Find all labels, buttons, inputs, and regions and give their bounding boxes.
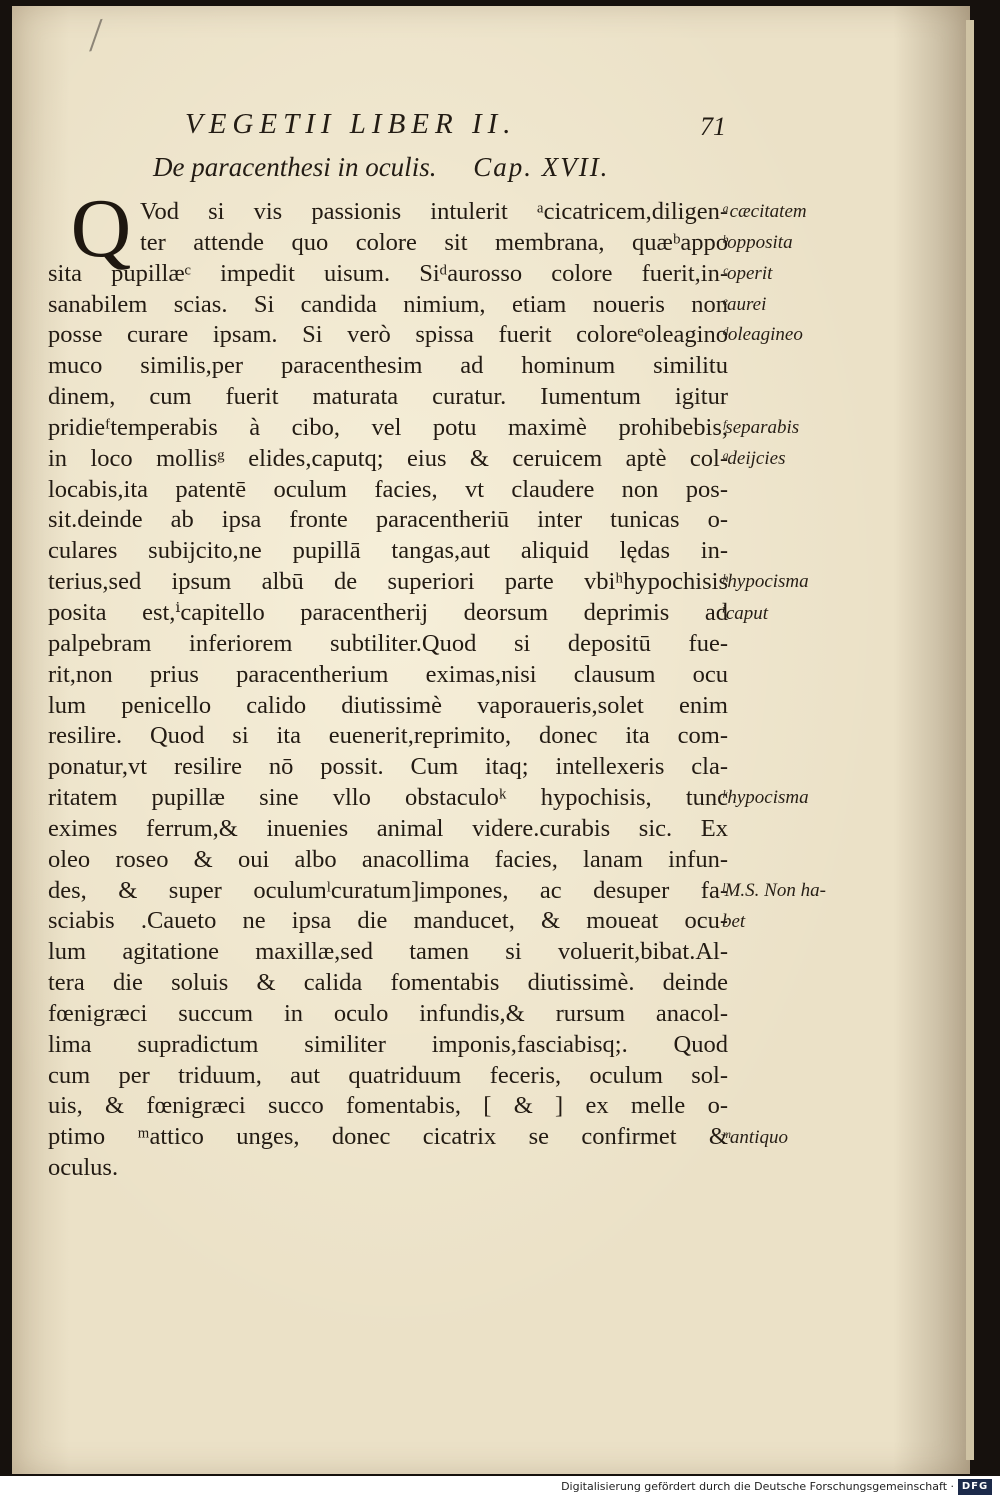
text-line: ponatur,vt resilire nō possit. Cum itaq; intellexeris cla-	[48, 753, 728, 781]
text-line: tera die soluis & calida fomentabis diutissimè. deinde	[48, 969, 728, 997]
marginal-gloss: ᵏhypocisma	[722, 787, 809, 809]
marginal-gloss: ʰhypocisma	[722, 571, 809, 593]
text-line: sit.deinde ab ipsa fronte paracentheriū inter tunicas o-	[48, 506, 728, 534]
marginal-gloss: ᵇopposita	[722, 231, 793, 253]
text-line: lima supradictum similiter imponis,fasciabisq;. Quod	[48, 1030, 728, 1058]
chapter-number: Cap. XVII.	[473, 152, 610, 182]
dfg-logo: DFG	[958, 1479, 992, 1495]
page-edge	[966, 20, 974, 1460]
text-line: lum agitatione maxillæ,sed tamen si voluerit,bibat.Al-	[48, 938, 728, 966]
text-line: des, & super oculumˡcuratum]impones, ac desuper fa-	[48, 876, 728, 904]
marginal-gloss: ᶜoperit	[722, 262, 773, 284]
text-line: sciabis .Caueto ne ipsa die manducet, & moueat ocu-	[48, 907, 728, 935]
text-line: posita est,ⁱcapitello paracentherij deorsum deprimis ad	[48, 598, 728, 626]
text-line: culares subijcito,ne pupillā tangas,aut aliquid lędas in-	[48, 537, 728, 565]
footer-bar	[0, 1476, 1000, 1499]
text-line: oleo roseo & oui albo anacollima facies, lanam infun-	[48, 845, 728, 873]
text-line: lum penicello calido diutissimè vaporaueris,solet enim	[48, 691, 728, 719]
text-line: ritatem pupillæ sine vllo obstaculoᵏ hypochisis, tunc	[48, 784, 728, 812]
marginal-gloss: ᵈoleagineo	[722, 324, 803, 346]
marginal-gloss: ᵉaurei	[722, 293, 767, 315]
marginal-gloss: bet	[722, 910, 746, 932]
drop-capital: Q	[70, 182, 132, 275]
pencil-mark: ╱	[86, 20, 106, 53]
text-line: ptimo ᵐattico unges, donec cicatrix se confirmet &	[48, 1123, 728, 1151]
text-line: sanabilem scias. Si candida nimium, etiam noueris non	[48, 290, 728, 318]
text-line: cum per triduum, aut quatriduum feceris, oculum sol-	[48, 1061, 728, 1089]
marginal-gloss: ᵍdeijcies	[722, 447, 786, 469]
marginal-gloss: ˡM.S. Non ha-	[722, 879, 826, 901]
text-line: oculus.	[48, 1154, 119, 1182]
text-line: sita pupillæᶜ impedit uisum. Siᵈaurosso colore fuerit,in-	[48, 259, 728, 287]
text-line: locabis,ita patentē oculum facies, vt claudere non pos-	[48, 475, 728, 503]
text-line: muco similis,per paracenthesim ad hominum similitu	[48, 352, 728, 380]
text-line: eximes ferrum,& inuenies animal videre.curabis sic. Ex	[48, 814, 728, 842]
text-line: terius,sed ipsum albū de superiori parte vbiʰhypochisis	[48, 568, 728, 596]
text-line: ter attende quo colore sit membrana, quæᵇappo	[140, 228, 728, 256]
running-head: VEGETII LIBER II.	[185, 108, 517, 140]
marginal-gloss: ᵐantiquo	[722, 1126, 788, 1148]
text-line: Vod si vis passionis intulerit ᵃcicatricem,diligen-	[140, 198, 728, 225]
marginal-gloss: ⁱcaput	[722, 603, 769, 625]
text-line: pridieᶠtemperabis à cibo, vel potu maximè prohibebis,	[48, 413, 728, 441]
page-number: 71	[700, 112, 726, 141]
text-line: in loco mollisᵍ elides,caputq; eius & ceruicem aptè col-	[48, 444, 728, 472]
marginal-gloss: ᶠseparabis	[722, 416, 800, 438]
text-line: fœnigræci succum in oculo infundis,& rursum anacol-	[48, 999, 728, 1027]
chapter-title-text: De paracenthesi in oculis.	[153, 152, 437, 182]
text-line: resilire. Quod si ita euenerit,reprimito, donec ita com-	[48, 722, 728, 750]
text-line: palpebram inferiorem subtiliter.Quod si depositū fue-	[48, 629, 728, 657]
text-line: uis, & fœnigræci succo fomentabis, [ & ] ex melle o-	[48, 1092, 728, 1120]
text-line: posse curare ipsam. Si verò spissa fuerit coloreᵉoleagino	[48, 321, 728, 349]
footer-credit: Digitalisierung gefördert durch die Deutsche Forschungsgemeinschaft ·	[561, 1480, 954, 1493]
chapter-title	[153, 152, 673, 183]
text-line: dinem, cum fuerit maturata curatur. Iumentum igitur	[48, 383, 728, 411]
body-text	[48, 182, 728, 1184]
marginal-gloss: ᵃcæcitatem	[722, 201, 807, 222]
text-line: rit,non prius paracentherium eximas,nisi clausum ocu	[48, 660, 728, 688]
